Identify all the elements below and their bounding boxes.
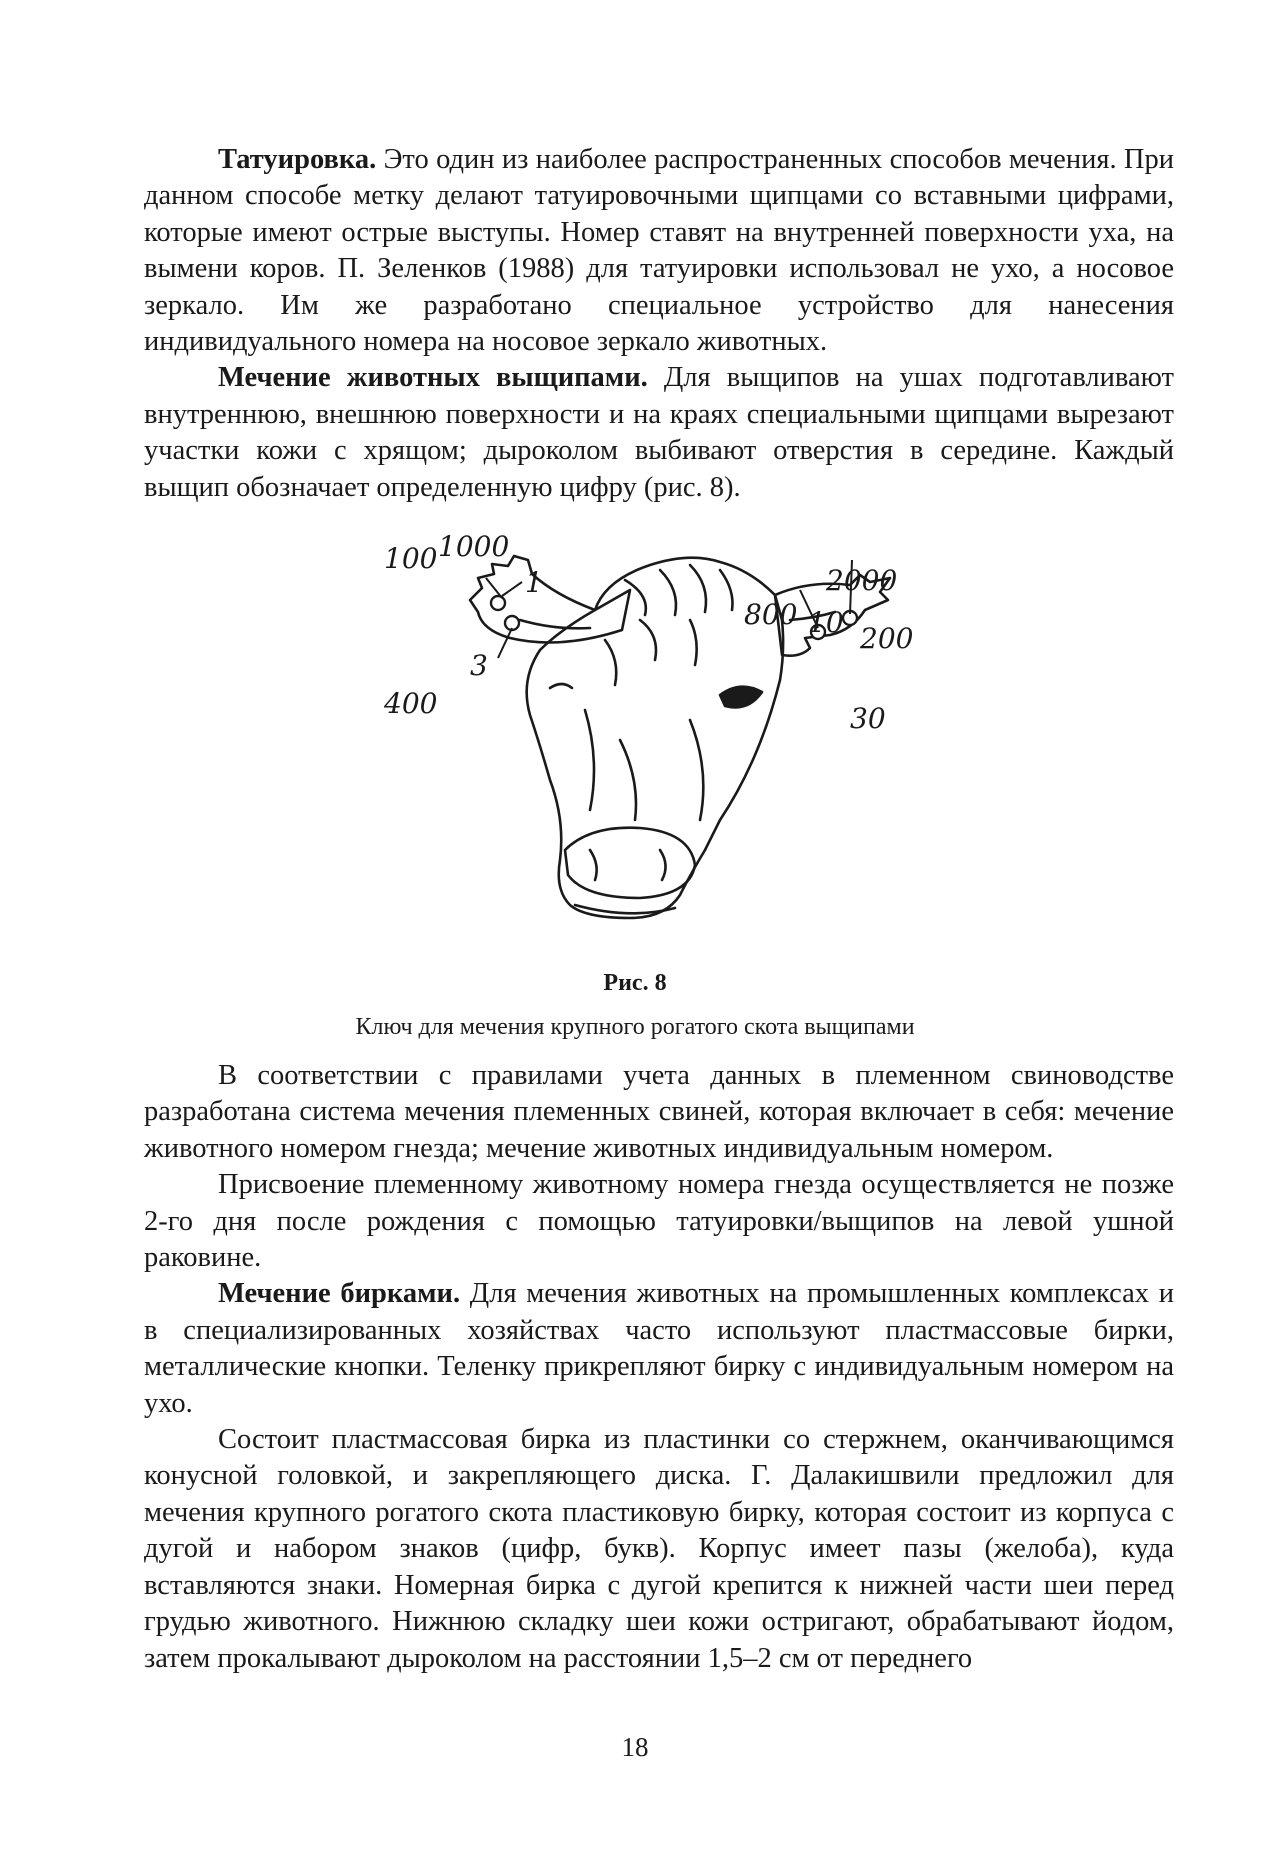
paragraph-heading: Мечение животных выщипами. xyxy=(218,362,648,394)
paragraph-heading: Мечение бирками. xyxy=(218,1278,461,1310)
label-2000: 2000 xyxy=(826,564,898,597)
label-30: 30 xyxy=(850,702,886,735)
paragraph-nest-number xyxy=(144,1167,1174,1276)
paragraph-tattooing xyxy=(144,142,1174,360)
text-block-top xyxy=(144,142,1174,506)
notch-hole-1000 xyxy=(491,596,505,610)
paragraph-body: В соответствии с правилами учета данных в племенном свиноводстве разработана система мечения племенных свиней, которая включает в себя: мечение животного номером гнезда; мечение животных индивидуальным номером. xyxy=(144,1060,1174,1164)
paragraph-body: Это один из наиболее распространенных способов мечения. При данном способе метку делают татуировочными щипцами со вставными цифрами, которые имеют острые выступы. Номер ставят на внутренней поверхности уха, на вымени коров. П. Зеленков (1988) для татуировки использовал не ухо, а носовое зеркало. Им же разработано специальное устройство для нанесения индивидуального номера на носовое зеркало животных. xyxy=(144,144,1174,358)
label-200: 200 xyxy=(860,622,914,655)
label-10: 10 xyxy=(808,606,844,639)
figure-caption: Ключ для мечения крупного рогатого скота выщипами xyxy=(355,1014,915,1040)
text-block-bottom xyxy=(144,1058,1174,1677)
page-number: 18 xyxy=(621,1732,649,1762)
left-eye xyxy=(550,684,572,688)
label-1000: 1000 xyxy=(438,530,510,563)
figure-title: Рис. 8 xyxy=(603,970,667,996)
figure-cow-head xyxy=(384,520,914,950)
paragraph-body: Для мечения животных на промышленных комплексах и в специализированных хозяйствах часто используют пластмассовые бирки, металлические кнопки. Теленку прикрепляют бирку с индивидуальным номером на ухо. xyxy=(144,1278,1174,1419)
notch-hole-400 xyxy=(505,616,519,630)
cow-head-illustration xyxy=(384,520,914,950)
paragraph-body: Состоит пластмассовая бирка из пластинки со стержнем, оканчивающимся конусной головкой, и закрепляющего диска. Г. Далакишвили предложил для мечения крупного рогатого скота пластиковую бирку, которая состоит из корпуса с дугой и набором знаков (цифр, букв). Корпус имеет пазы (желоба), куда вставляются знаки. Номерная бирка с дугой крепится к нижней части шеи перед грудью животного. Нижнюю складку шеи кожи остригают, обрабатывают йодом, затем прокалывают дыроколом на расстоянии 1,5–2 см от переднего xyxy=(144,1424,1174,1674)
label-400: 400 xyxy=(384,687,438,720)
paragraph-body: Присвоение племенному животному номера гнезда осуществляется не позже 2-го дня после рождения с помощью татуировки/выщипов на левой ушной раковине. xyxy=(144,1169,1174,1274)
label-100: 100 xyxy=(384,542,438,575)
paragraph-plastic-tag xyxy=(144,1422,1174,1677)
paragraph-notching xyxy=(144,360,1174,506)
right-eye xyxy=(720,687,762,708)
label-3: 3 xyxy=(470,649,488,682)
paragraph-tags xyxy=(144,1276,1174,1422)
muzzle xyxy=(565,828,695,898)
paragraph-body: Для выщипов на ушах подготавливают внутреннюю, внешнюю поверхности и на краях специальными щипцами вырезают участки кожи с хрящом; дыроколом выбивают отверстия в середине. Каждый выщип обозначает определенную цифру (рис. 8). xyxy=(144,362,1174,503)
paragraph-heading: Татуировка. xyxy=(218,144,377,175)
label-1: 1 xyxy=(525,566,543,599)
paragraph-pig-system xyxy=(144,1058,1174,1167)
label-800: 800 xyxy=(744,598,798,631)
